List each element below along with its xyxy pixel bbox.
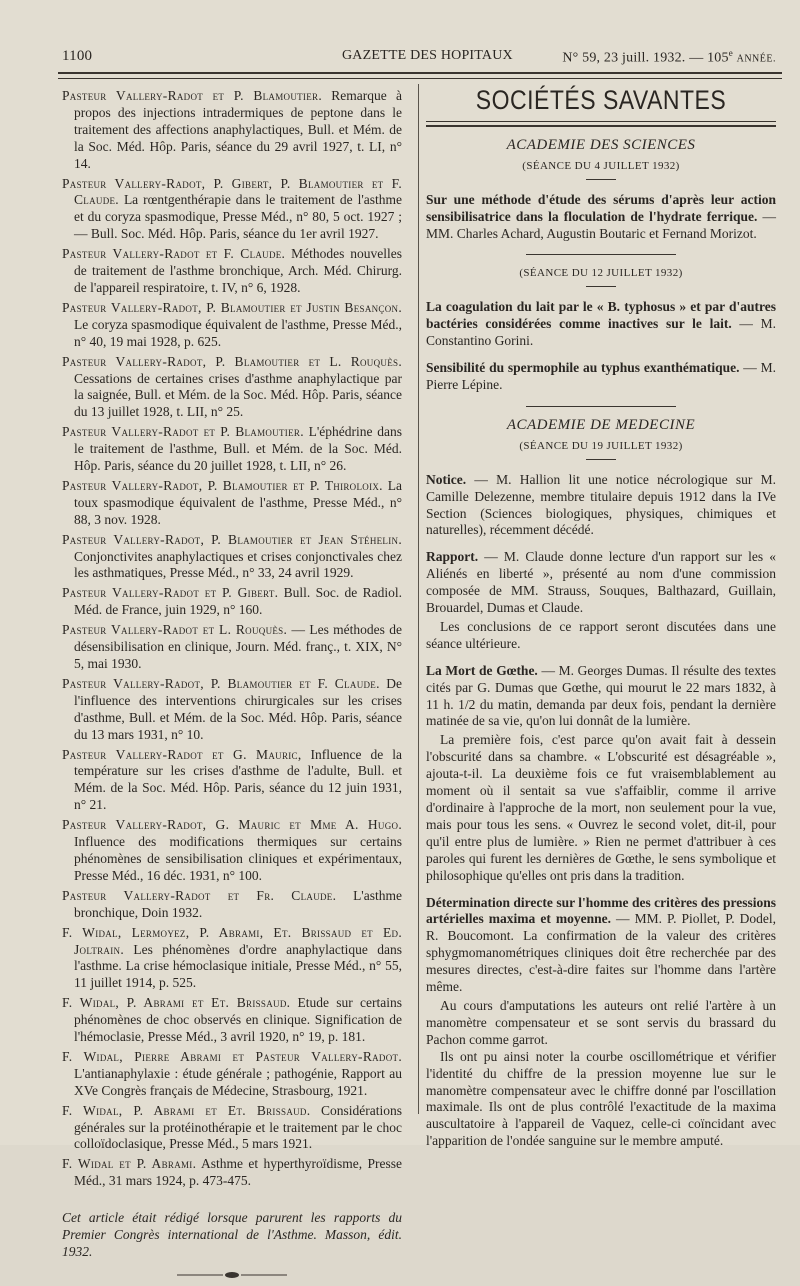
reference-entry	[62, 676, 402, 744]
reference-text: Etude sur certains phénomènes de choc observés en clinique. Signification de l'hémoclasie, Presse Méd., 3 avril 1920, n° 19, p. 181.	[74, 995, 402, 1045]
reference-entry	[62, 622, 402, 673]
reference-text: Cessations de certaines crises d'asthme anaphylactique par la saignée, Bull. et Mém. de la Soc. Méd. Hôp. Paris, séance du 13 juillet 1928, t. LII, n° 25.	[74, 370, 402, 420]
reference-text: Le coryza spasmodique équivalent de l'asthme, Presse Méd., n° 40, 19 mai 1928, p. 625.	[74, 316, 402, 349]
reference-text: L'antianaphylaxie : étude générale ; pathogénie, Rapport au XVe Congrès français de Médecine, Strasbourg, 1921.	[74, 1065, 402, 1098]
issue-info: N° 59, 23 juill. 1932. — 105e ANNÉE.	[562, 48, 776, 66]
reference-text: Influence des modifications thermiques sur certains phénomènes de sensibilisation cliniques et expérimentaux, Presse Méd., 16 déc. 1931, n° 100.	[74, 834, 402, 883]
seance-date-2: (SÉANCE DU 12 JUILLET 1932)	[519, 267, 683, 280]
journal-title: GAZETTE DES HOPITAUX	[342, 48, 513, 63]
page-header	[58, 46, 778, 68]
article-determination: Détermination directe sur l'homme des critères des pressions artérielles maxima et moyenne. — MM. P. Piollet, P. Dodel, R. Boucomont. La confirmation de la valeur des critères sphygmomanométriques cliniques doit être recherchée par des mesures directes, c'est-à-dire faites sur l'homme dans l'artère même.	[426, 894, 777, 995]
reference-text: L'éphédrine dans le traitement de l'asthme, Bull. et Mém. de la Soc. Méd. Hôp. Paris, séance du 20 juillet 1928, t. LII, n° 26.	[74, 424, 402, 474]
article-goethe: La Mort de Gœthe. — M. Georges Dumas. Il résulte des textes cités par G. Dumas que Gœthe, qui mourut le 22 mars 1832, à 11 h. 1/2 du matin, demanda par deux fois, pendant la dernière matinée de sa vie, qu'on lui donnât de la lumière.	[426, 662, 776, 729]
reference-entry	[62, 585, 402, 619]
article-spermophile: Sensibilité du spermophile au typhus exanthématique. — M. Pierre Lépine.	[426, 360, 776, 392]
reference-authors: Pasteur Vallery-Radot et F. Claude.	[62, 246, 286, 262]
reference-entry	[62, 995, 402, 1046]
reference-entry	[62, 1049, 402, 1100]
reference-authors: Pasteur Vallery-Radot, G. Mauric et Mme A. Hugo.	[62, 817, 402, 833]
short-rule	[586, 459, 616, 460]
reference-authors: Pasteur Vallery-Radot, P. Gibert, P. Blamoutier et F. Claude.	[62, 175, 402, 208]
header-rule-thin	[58, 78, 782, 79]
article-notice: Notice. — M. Hallion lit une notice nécrologique sur M. Camille Delezenne, membre titulaire depuis 1912 dans la IVe Section (Sciences biologiques, physiques, chimiques et naturelles), récemment décédé.	[426, 471, 776, 538]
reference-text: Conjonctivites anaphylactiques et crises conjonctivales chez les asthmatiques, Presse Méd., n° 33, 24 avril 1929.	[74, 548, 402, 581]
reference-text: Bull. Soc. de Radiol. Méd. de France, juin 1929, n° 160.	[74, 585, 402, 618]
page-number: 1100	[62, 48, 93, 64]
reference-text: Les phénomènes d'ordre anaphylactique dans l'asthme. La crise hémoclasique initiale, Presse Méd., n° 55, 11 juillet 1914, p. 525.	[74, 941, 402, 991]
reference-entry	[62, 888, 402, 922]
reference-authors: Pasteur Vallery-Radot, P. Blamoutier et F. Claude.	[62, 675, 380, 691]
reference-entry	[62, 246, 402, 297]
reference-authors: F. Widal, Pierre Abrami et Pasteur Vallery-Radot.	[62, 1048, 402, 1064]
reference-text: Méthodes nouvelles de traitement de l'asthme bronchique, Arch. Méd. Chirurg. de l'appareil respiratoire, t. IV, n° 6, 1928.	[74, 246, 402, 295]
reference-entry	[62, 747, 402, 815]
reference-authors: Pasteur Vallery-Radot et P. Blamoutier.	[62, 424, 304, 440]
reference-entry	[62, 817, 402, 885]
section-rule-thick	[426, 125, 776, 127]
rapport-paragraph: Les conclusions de ce rapport seront discutées dans une séance ultérieure.	[426, 618, 776, 651]
reference-text: L'asthme bronchique, Doin 1932.	[74, 887, 402, 920]
reference-authors: Pasteur Vallery-Radot et G. Mauric,	[62, 746, 302, 762]
reference-authors: Pasteur Vallery-Radot, P. Blamoutier et L. Rouquès.	[62, 353, 402, 369]
column-divider	[418, 84, 419, 1114]
reference-authors: F. Widal, Lermoyez, P. Abrami, Et. Brissaud et Ed. Joltrain.	[62, 924, 402, 957]
seance-date-3: (SÉANCE DU 19 JUILLET 1932)	[519, 439, 683, 452]
reference-text: La toux spasmodique équivalent de l'asthme, Presse Méd., n° 88, 3 nov. 1928.	[74, 477, 403, 527]
end-ornament	[177, 1269, 287, 1286]
academy-medecine-heading: ACADEMIE DE MEDECINE	[506, 416, 696, 433]
determination-paragraph-2: Ils ont pu ainsi noter la courbe oscillométrique et vérifier l'identité du chiffre de la pression moyenne lue sur le manomètre compensateur avec le chiffre donné par l'oscillation maximale. Ils ont de plus contrôlé l'exactitude de la maxima auscultatoire à l'appareil de Vaquez, celle-ci coïncidant avec l'apparition de l'ondée sanguine sur le membre amputé.	[426, 1048, 776, 1149]
reference-entry	[62, 300, 402, 351]
article-coagulation: La coagulation du lait par le « B. typhosus » et par d'autres bactéries considérées comme inactives sur le lait. — M. Constantino Gorini.	[426, 299, 776, 349]
reference-text: Considérations générales sur la protéinothérapie et le traitement par le choc colloïdoclasique, Presse Méd., 5 mars 1921.	[74, 1102, 402, 1152]
reference-authors: F. Widal, P. Abrami et Et. Brissaud.	[62, 1102, 311, 1118]
seance-date-1: (SÉANCE DU 4 JUILLET 1932)	[522, 159, 680, 172]
determination-paragraph-1: Au cours d'amputations les auteurs ont relié l'artère à un manomètre compensateur et se sont servis du brassard du Pachon comme garrot.	[426, 997, 776, 1047]
reference-entry	[62, 925, 402, 993]
reference-authors: F. Widal et P. Abrami.	[62, 1156, 197, 1172]
reference-authors: Pasteur Vallery-Radot et P. Blamoutier.	[62, 88, 323, 103]
reference-entry	[62, 88, 402, 173]
separator-rule	[526, 254, 676, 255]
reference-text: De l'influence des interventions chirurgicales sur les crises d'asthme, Bull. et Mém. de la Soc. Méd. Hôp. Paris, séance du 13 mars 1931, n° 10.	[74, 675, 402, 742]
reference-text: — Les méthodes de désensibilisation en clinique, Journ. Méd. franç., t. XIX, N° 5, mai 1930.	[74, 622, 402, 671]
article-serums: Sur une méthode d'étude des sérums d'après leur action sensibilisatrice dans la floculation de l'hydrate ferrique. — MM. Charles Achard, Augustin Boutaric et Fernand Morizot.	[426, 191, 777, 241]
reference-text: Influence de la température sur les crises d'asthme de l'adulte, Bull. et Mém. de la Soc. Méd. Hôp. Paris, séance du 12 juin 1931, n° 21.	[74, 746, 402, 813]
reference-entry	[62, 532, 402, 583]
reference-text: Remarque à propos des injections intradermiques de peptone dans le traitement des affections anaphylactiques, Bull. et Mém. de la Soc. Méd. Hôp. Paris, séance du 29 avril 1927, t. LI, n° 14.	[74, 88, 403, 171]
reference-entry	[62, 176, 402, 244]
goethe-paragraph: La première fois, c'est parce qu'on avait fait à dessein l'obscurité dans sa chambre. « L'obscurité est désagréable », ajouta-t-il. La deuxième fois ce fut vraisemblablement au moment où il sentait sa vue s'affaiblir, comme il arrive d'ordinaire à l'approche de la mort, non seulement pour la vue, mais pour tous les sens. « Ouvrez le second volet, dit-il, pour qu'il entre plus de lumière. » Rien ne permet d'attribuer à ces paroles qui furent les dernières de Gœthe, le sens symbolique et philosophique qu'elles ont pris dans la tradition.	[426, 732, 776, 883]
reference-authors: Pasteur Vallery-Radot, P. Blamoutier et Jean Stéhelin.	[62, 531, 402, 547]
reference-entry	[62, 1103, 402, 1154]
header-rule-thick	[58, 72, 782, 74]
separator-rule	[526, 406, 676, 407]
left-column-references	[62, 88, 402, 1286]
closing-note: Cet article était rédigé lorsque parurent les rapports du Premier Congrès international de l'Asthme. Masson, édit. 1932.	[62, 1210, 402, 1259]
reference-entry	[62, 1156, 402, 1190]
reference-text: La rœntgenthérapie dans le traitement de l'asthme et du coryza spasmodique, Presse Méd., n° 80, 5 oct. 1927 ; — Bull. Soc. Méd. Hôp. Paris, séance du 1er avril 1927.	[74, 192, 402, 242]
academy-sciences-heading: ACADEMIE DES SCIENCES	[506, 136, 696, 153]
reference-authors: Pasteur Vallery-Radot et L. Rouquès.	[62, 622, 288, 638]
reference-text: Asthme et hyperthyroïdisme, Presse Méd., 31 mars 1924, p. 473-475.	[74, 1156, 402, 1189]
section-rule-thin	[426, 121, 776, 122]
section-title: SOCIÉTÉS SAVANTES	[475, 84, 727, 115]
reference-authors: Pasteur Vallery-Radot et P. Gibert.	[62, 585, 279, 601]
short-rule	[586, 179, 616, 180]
reference-authors: Pasteur Vallery-Radot et Fr. Claude.	[62, 887, 337, 903]
end-ornament-line	[177, 1271, 287, 1279]
reference-authors: Pasteur Vallery-Radot, P. Blamoutier et P. Thiroloix.	[62, 477, 383, 493]
short-rule	[586, 286, 616, 287]
article-rapport: Rapport. — M. Claude donne lecture d'un rapport sur les « Aliénés en liberté », présenté au nom d'une commission composée de MM. Strauss, Souques, Balthazard, Guillain, Brouardel, Dumas et Claude.	[426, 549, 776, 616]
reference-entry	[62, 424, 402, 475]
reference-authors: F. Widal, P. Abrami et Et. Brissaud.	[62, 995, 291, 1011]
reference-entry	[62, 354, 402, 422]
right-column-societes	[426, 84, 777, 1150]
reference-authors: Pasteur Vallery-Radot, P. Blamoutier et Justin Besançon.	[62, 299, 402, 315]
reference-entry	[62, 478, 402, 529]
reference-list	[62, 88, 402, 1190]
